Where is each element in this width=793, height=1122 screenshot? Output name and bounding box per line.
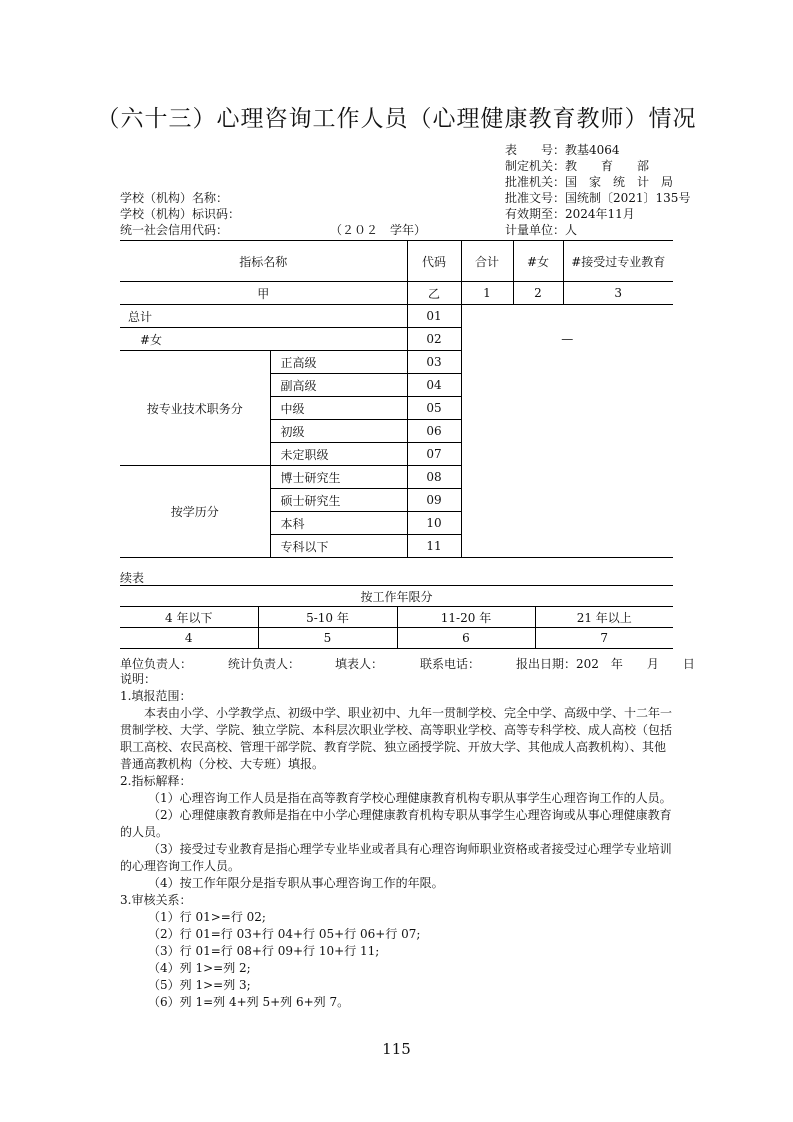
definition-item: （3）接受过专业教育是指心理学专业毕业或者具有心理咨询师职业资格或者接受过心理学专业培训的心理咨询工作人员。 — [120, 842, 672, 873]
column-number-row — [120, 282, 673, 305]
row-label: 本科 — [270, 512, 407, 535]
row-code: 08 — [407, 466, 461, 489]
row-label-total: 总计 — [120, 305, 407, 328]
table-header-row — [120, 241, 673, 282]
colnum-1: 1 — [461, 282, 513, 305]
group-label-education: 按学历分 — [120, 466, 270, 558]
colnum-4: 4 — [120, 628, 258, 649]
group-label-title: 按专业技术职务分 — [120, 351, 270, 466]
row-code: 01 — [407, 305, 461, 328]
colnum-5: 5 — [258, 628, 397, 649]
header-indicator: 指标名称 — [120, 241, 407, 282]
colnum-6: 6 — [397, 628, 535, 649]
check-item: （3）行 01=行 08+行 09+行 10+行 11; — [148, 944, 380, 958]
check-item: （4）列 1>=列 2; — [148, 961, 251, 975]
phone-label: 联系电话： — [420, 657, 481, 671]
approving-authority: 批准机关：国 家 统 计 局 — [505, 175, 674, 189]
colnum-2: 2 — [513, 282, 563, 305]
row-code: 06 — [407, 420, 461, 443]
colnum-yi: 乙 — [407, 282, 461, 305]
header-female: #女 — [513, 241, 563, 282]
row-code: 11 — [407, 535, 461, 558]
row-label: 中级 — [270, 397, 407, 420]
work-years-group: 按工作年限分 — [120, 586, 673, 607]
row-label: 未定职级 — [270, 443, 407, 466]
table-row — [120, 351, 673, 374]
continued-colnum-row — [120, 628, 673, 649]
header-5-10: 5-10 年 — [258, 607, 397, 628]
colnum-jia: 甲 — [120, 282, 407, 305]
issuing-authority: 制定机关：教 育 部 — [505, 159, 650, 173]
section-checks: 3.审核关系： — [120, 893, 192, 907]
filler-label: 填表人： — [335, 657, 384, 671]
dash-cell: — — [561, 332, 574, 346]
approval-number: 批准文号：国统制〔2021〕135号 — [505, 191, 691, 205]
row-label: 正高级 — [270, 351, 407, 374]
definition-item: （4）按工作年限分是指专职从事心理咨询工作的年限。 — [148, 876, 444, 890]
scope-text: 本表由小学、小学教学点、初级中学、职业初中、九年一贯制学校、完全中学、高级中学、十二年一贯制学校、大学、学院、独立学院、本科层次职业学校、高等职业学校、高等专科学校、成人高校（包括职工高校、农民高校、管理干部学院、教育学院、独立函授学院、开放大学、其他成人高教机构）、其他普通高教机构（分校、大专班）填报。 — [120, 706, 673, 771]
unit-of-measure: 计量单位：人 — [505, 223, 578, 237]
continued-header-row — [120, 607, 673, 628]
header-21-plus: 21 年以上 — [535, 607, 673, 628]
valid-until: 有效期至：2024年11月 — [505, 207, 635, 221]
row-code: 09 — [407, 489, 461, 512]
header-11-20: 11-20 年 — [397, 607, 535, 628]
continued-group-row — [120, 586, 673, 607]
row-code: 03 — [407, 351, 461, 374]
row-code: 02 — [407, 328, 461, 351]
header-professional: #接受过专业教育 — [563, 241, 673, 282]
unit-head-label: 单位负责人： — [120, 657, 193, 671]
check-item: （2）行 01=行 03+行 04+行 05+行 06+行 07; — [148, 927, 421, 941]
notes-heading: 说明： — [120, 672, 157, 686]
colnum-3: 3 — [563, 282, 673, 305]
row-label: 专科以下 — [270, 535, 407, 558]
row-code: 05 — [407, 397, 461, 420]
definition-item: （1）心理咨询工作人员是指在高等教育学校心理健康教育机构专职从事学生心理咨询工作的人员。 — [148, 791, 672, 805]
definition-item: （2）心理健康教育教师是指在中小学心理健康教育机构专职从事学生心理咨询或从事心理健康教育的人员。 — [120, 808, 672, 839]
continued-label: 续表 — [120, 571, 145, 585]
header-total: 合计 — [461, 241, 513, 282]
table-row — [120, 328, 673, 351]
colnum-7: 7 — [535, 628, 673, 649]
section-scope: 1.填报范围： — [120, 689, 192, 703]
form-number: 表 号：教基4064 — [505, 143, 620, 157]
row-code: 10 — [407, 512, 461, 535]
school-name-label: 学校（机构）名称： — [120, 191, 229, 205]
row-code: 07 — [407, 443, 461, 466]
report-date-label: 报出日期：202 年 月 日 — [516, 657, 695, 671]
table-row — [120, 305, 673, 328]
row-label: 初级 — [270, 420, 407, 443]
check-item: （1）行 01>=行 02; — [148, 910, 266, 924]
check-item: （5）列 1>=列 3; — [148, 978, 251, 992]
check-item: （6）列 1=列 4+列 5+列 6+列 7。 — [148, 995, 350, 1009]
header-code: 代码 — [407, 241, 461, 282]
main-table — [120, 240, 673, 558]
form-meta-right — [505, 142, 715, 238]
notes-section — [120, 671, 676, 1011]
header-under-4: 4 年以下 — [120, 607, 258, 628]
section-definitions: 2.指标解释： — [120, 774, 192, 788]
row-label: 副高级 — [270, 374, 407, 397]
page-number: 115 — [382, 1040, 411, 1058]
page-title: （六十三）心理咨询工作人员（心理健康教育教师）情况 — [96, 106, 697, 132]
row-code: 04 — [407, 374, 461, 397]
stat-head-label: 统计负责人： — [228, 657, 301, 671]
row-label: 博士研究生 — [270, 466, 407, 489]
continued-table — [120, 585, 673, 649]
table-row — [120, 466, 673, 489]
school-year: （２０２ 学年） — [330, 223, 427, 237]
row-label: 硕士研究生 — [270, 489, 407, 512]
credit-code-label: 统一社会信用代码： — [120, 223, 229, 237]
school-id-label: 学校（机构）标识码： — [120, 207, 241, 221]
row-label-female: #女 — [120, 328, 407, 351]
